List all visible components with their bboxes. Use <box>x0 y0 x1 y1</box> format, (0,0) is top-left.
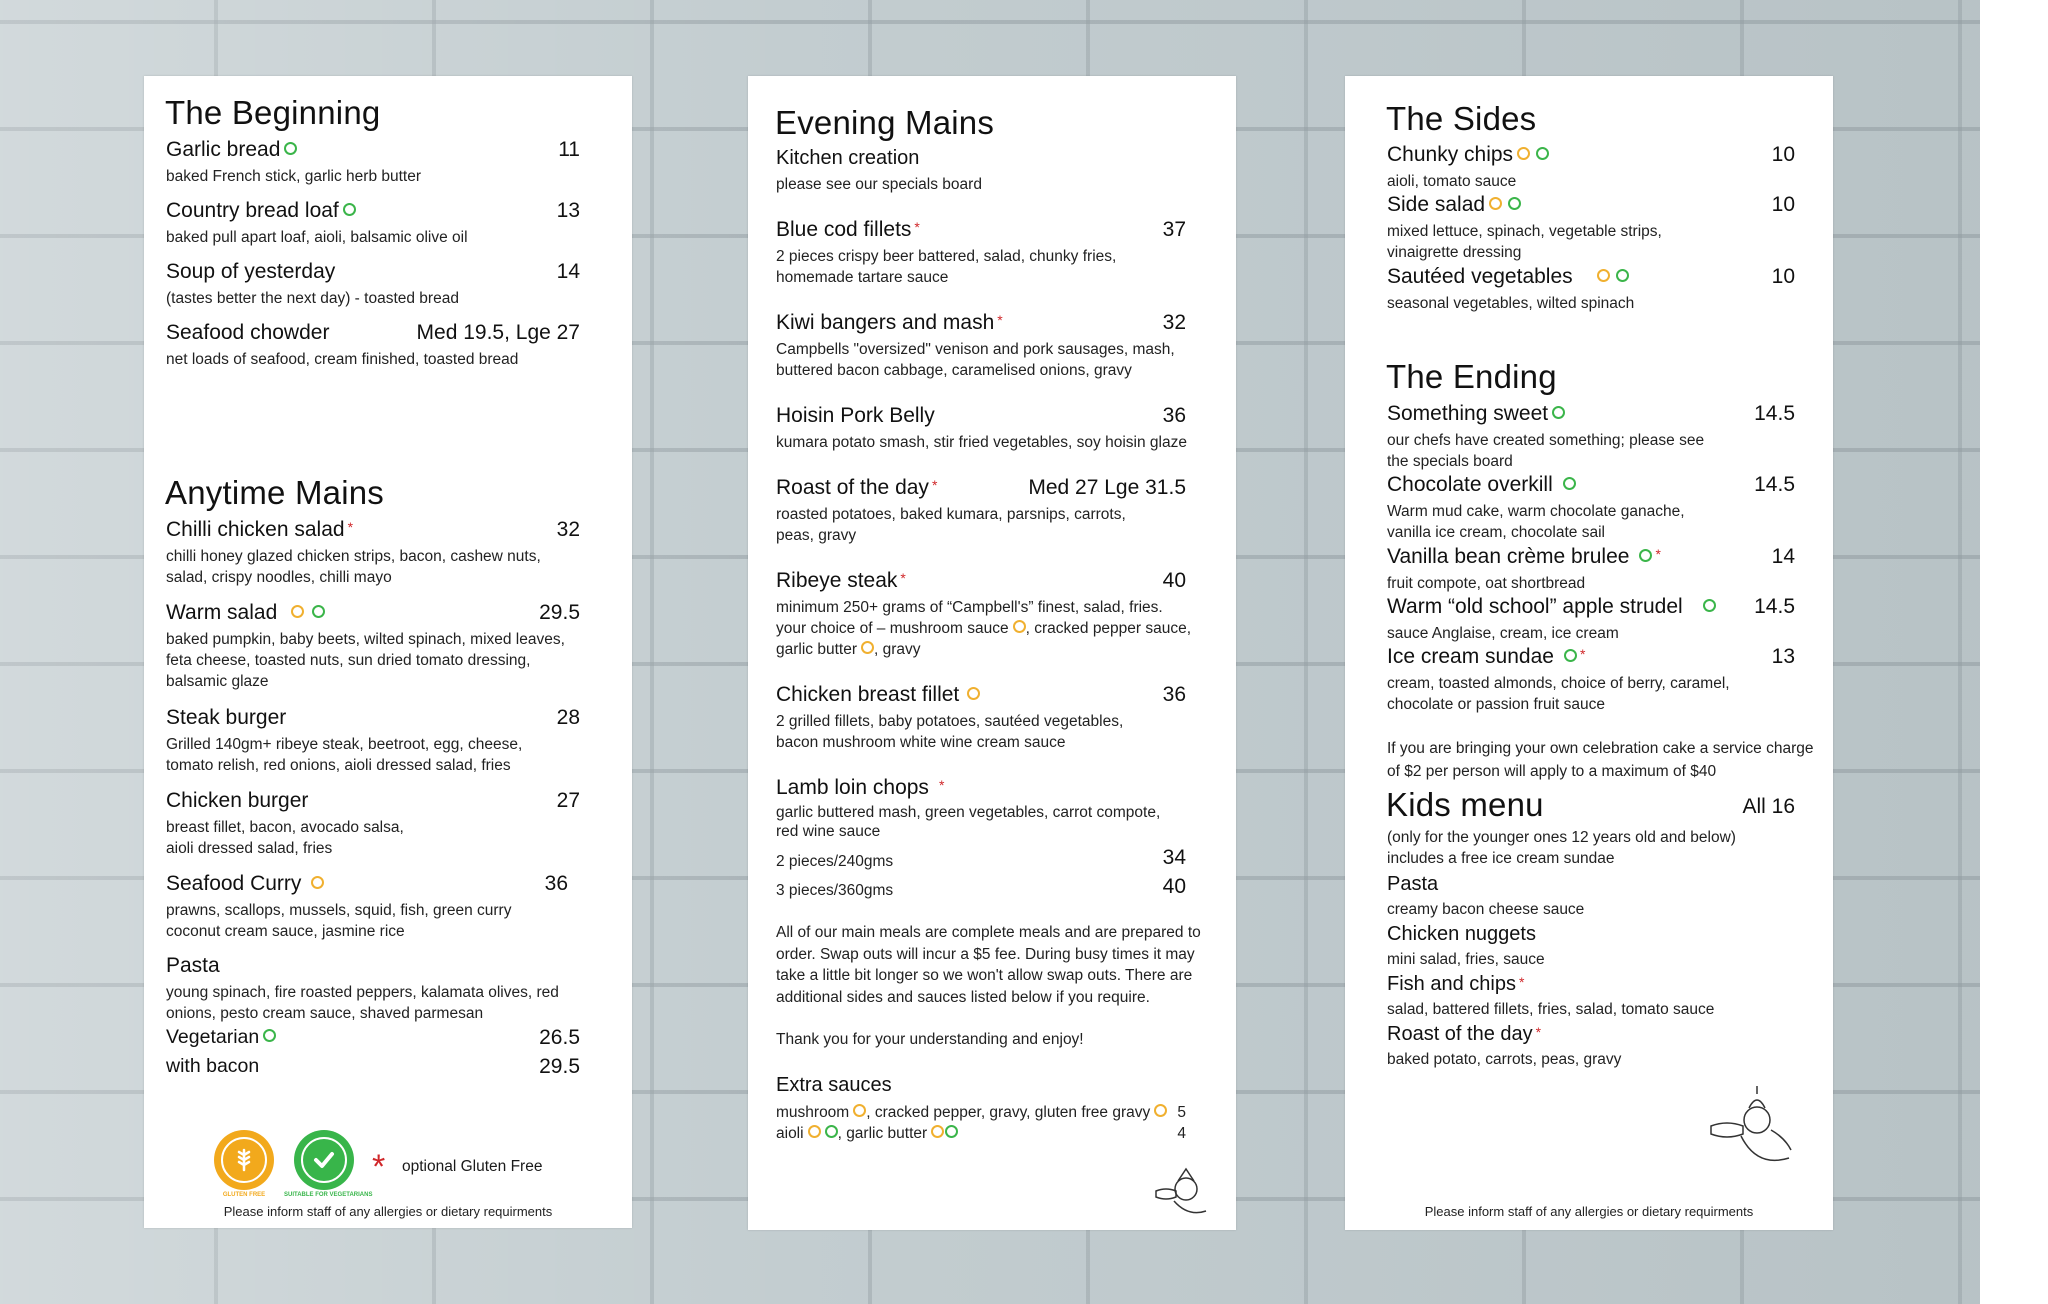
lamb-option-price: 34 <box>1162 846 1186 869</box>
menu-item-name: Hoisin Pork Belly <box>776 404 935 427</box>
gluten-free-icon <box>808 1125 821 1138</box>
menu-item-name: Garlic bread <box>166 138 297 162</box>
menu-item-name: Kiwi bangers and mash * <box>776 311 1003 334</box>
menu-item-name: Chicken breast fillet <box>776 683 980 707</box>
menu-item-name: Side salad <box>1387 193 1521 217</box>
menu-item-price: 36 <box>1162 683 1186 706</box>
optional-gluten-free-asterisk: * <box>372 1148 386 1186</box>
gluten-free-optional-asterisk: * <box>931 477 938 493</box>
menu-item-desc: sauce Anglaise, cream, ice cream <box>1387 625 1619 642</box>
menu-item-name: Warm salad <box>166 601 325 625</box>
gluten-free-optional-asterisk: * <box>1535 1024 1542 1040</box>
menu-item-desc: Campbells "oversized" venison and pork sausages, mash, buttered bacon cabbage, caramelised onions, gravy <box>776 341 1175 379</box>
gluten-free-optional-asterisk: * <box>997 312 1003 328</box>
extra-sauces-line: aioli , garlic butter <box>776 1123 958 1144</box>
menu-item-name: Warm “old school” apple strudel <box>1387 595 1716 619</box>
menu-item-price: 36 <box>544 872 568 895</box>
menu-item-price: 40 <box>1162 569 1186 592</box>
vegetarian-icon <box>1639 549 1652 562</box>
kids-item-name: Chicken nuggets <box>1387 923 1536 945</box>
menu-item-name: Blue cod fillets * <box>776 218 920 241</box>
kids-item-desc: baked potato, carrots, peas, gravy <box>1387 1051 1622 1068</box>
pasta-option-name: with bacon <box>166 1055 260 1077</box>
kids-item-desc: mini salad, fries, sauce <box>1387 951 1545 968</box>
menu-item-desc: our chefs have created something; please see the specials board <box>1387 432 1705 470</box>
section-title-ending: The Ending <box>1386 358 1557 395</box>
allergy-footer: Please inform staff of any allergies or dietary requirments <box>223 1204 553 1219</box>
gluten-free-optional-asterisk: * <box>914 219 920 235</box>
vegetarian-badge-label: SUITABLE FOR VEGETARIANS <box>284 1192 373 1198</box>
menu-item-desc: Warm mud cake, warm chocolate ganache, vanilla ice cream, chocolate sail <box>1387 503 1685 541</box>
menu-item-desc: mixed lettuce, spinach, vegetable strips, vinaigrette dressing <box>1387 223 1662 261</box>
menu-item-price: 14 <box>1771 545 1795 568</box>
lamb-option-price: 40 <box>1162 875 1186 898</box>
gluten-free-optional-asterisk: * <box>1579 646 1586 662</box>
gluten-free-icon <box>931 1125 944 1138</box>
menu-item-name: Chicken burger <box>166 789 309 812</box>
menu-item-desc: garlic buttered mash, green vegetables, carrot compote, red wine sauce <box>776 804 1161 840</box>
menu-item-price: Med 27 Lge 31.5 <box>1028 476 1186 499</box>
vegetarian-icon <box>1508 197 1521 210</box>
gluten-free-optional-asterisk: * <box>1518 974 1525 990</box>
wheat-icon <box>221 1137 267 1183</box>
menu-item-desc: 2 pieces crispy beer battered, salad, chunky fries, homemade tartare sauce <box>776 248 1117 286</box>
menu-item-desc: baked French stick, garlic herb butter <box>166 168 422 185</box>
menu-item-price: 14.5 <box>1754 402 1795 425</box>
menu-item-desc: Grilled 140gm+ ribeye steak, beetroot, egg, cheese, tomato relish, red onions, aioli dressed salad, fries <box>166 736 523 774</box>
menu-item-price: 13 <box>1771 645 1795 668</box>
menu-item-price: 27 <box>556 789 580 812</box>
menu-item-desc: baked pumpkin, baby beets, wilted spinach, mixed leaves, feta cheese, toasted nuts, sun dried tomato dressing, balsamic glaze <box>166 631 565 690</box>
menu-item-name: Something sweet <box>1387 402 1565 426</box>
menu-item-name: Ice cream sundae * <box>1387 645 1586 668</box>
menu-item-name: Chilli chicken salad * <box>166 518 354 541</box>
menu-panel-left <box>144 76 632 1228</box>
bugler-mascot-icon <box>1148 1161 1218 1221</box>
menu-item-desc: young spinach, fire roasted peppers, kalamata olives, red onions, pesto cream sauce, shaved parmesan <box>166 984 559 1022</box>
kitchen-creation-desc: please see our specials board <box>776 176 982 193</box>
menu-item-price: 32 <box>1162 311 1186 334</box>
vegetarian-icon <box>1616 269 1629 282</box>
gluten-free-icon <box>1597 269 1610 282</box>
lamb-option-name: 3 pieces/360gms <box>776 882 894 899</box>
gluten-free-badge-label: GLUTEN FREE <box>222 1192 266 1198</box>
menu-item-name: Seafood chowder <box>166 321 330 344</box>
kitchen-creation-title: Kitchen creation <box>776 147 920 169</box>
kids-item-name: Roast of the day * <box>1387 1023 1542 1045</box>
vegetarian-icon <box>1564 649 1577 662</box>
menu-item-desc: breast fillet, bacon, avocado salsa, aioli dressed salad, fries <box>166 819 404 857</box>
menu-item-name: Lamb loin chops * <box>776 776 945 799</box>
menu-item-desc: garlic butter , gravy <box>776 641 921 658</box>
checkmark-icon <box>301 1137 347 1183</box>
vegetarian-icon <box>312 605 325 618</box>
menu-item-name: Soup of yesterday <box>166 260 336 283</box>
gluten-free-icon <box>1154 1104 1167 1117</box>
menu-item-desc: 2 grilled fillets, baby potatoes, sautéed vegetables, bacon mushroom white wine cream sauce <box>776 713 1124 751</box>
extra-sauces-line: mushroom , cracked pepper, gravy, gluten free gravy <box>776 1102 1167 1123</box>
vegetarian-badge <box>294 1130 354 1190</box>
menu-item-name: Seafood Curry <box>166 872 324 896</box>
kids-item-desc: salad, battered fillets, fries, salad, tomato sauce <box>1387 1001 1715 1018</box>
menu-item-name: Ribeye steak * <box>776 569 906 592</box>
menu-item-price: 10 <box>1771 193 1795 216</box>
extra-sauces-title: Extra sauces <box>776 1074 892 1096</box>
bugler-mascot-icon <box>1705 1086 1805 1176</box>
menu-item-price: Med 19.5, Lge 27 <box>416 321 580 344</box>
menu-item-price: 10 <box>1771 143 1795 166</box>
gluten-free-optional-asterisk: * <box>347 519 354 535</box>
vegetarian-icon <box>1703 599 1716 612</box>
gluten-free-icon <box>1013 620 1026 633</box>
menu-item-name: Sautéed vegetables <box>1387 265 1629 289</box>
menu-item-price: 29.5 <box>539 601 580 624</box>
menu-item-desc: chilli honey glazed chicken strips, bacon, cashew nuts, salad, crispy noodles, chilli mayo <box>166 548 541 586</box>
gluten-free-icon <box>1517 147 1530 160</box>
gluten-free-icon <box>853 1104 866 1117</box>
menu-item-price: 37 <box>1162 218 1186 241</box>
menu-item-desc: baked pull apart loaf, aioli, balsamic olive oil <box>166 229 468 246</box>
menu-item-name: Chunky chips <box>1387 143 1549 167</box>
menu-item-name: Country bread loaf <box>166 199 356 223</box>
menu-item-price: 14.5 <box>1754 473 1795 496</box>
gluten-free-optional-asterisk: * <box>900 570 906 586</box>
menu-item-desc: seasonal vegetables, wilted spinach <box>1387 295 1635 312</box>
gluten-free-optional-asterisk: * <box>938 777 945 793</box>
extra-sauces-price: 4 <box>1177 1125 1186 1142</box>
vegetarian-icon <box>1552 406 1565 419</box>
menu-item-name: Pasta <box>166 954 220 977</box>
gluten-free-optional-asterisk: * <box>1655 546 1661 562</box>
menu-panel-right <box>1345 76 1833 1230</box>
section-title-anytime-mains: Anytime Mains <box>165 474 385 511</box>
section-title-beginning: The Beginning <box>165 94 381 131</box>
section-title-sides: The Sides <box>1386 100 1537 137</box>
menu-item-price: 14 <box>556 260 580 283</box>
legend-text: optional Gluten Free <box>402 1158 543 1175</box>
thanks-note: Thank you for your understanding and enjoy! <box>776 1031 1084 1048</box>
vegetarian-icon <box>343 203 356 216</box>
menu-item-name: Chocolate overkill <box>1387 473 1576 497</box>
menu-item-desc: roasted potatoes, baked kumara, parsnips, carrots, peas, gravy <box>776 506 1126 544</box>
menu-item-price: 32 <box>556 518 580 541</box>
gluten-free-icon <box>861 641 874 654</box>
menu-item-price: 13 <box>556 199 580 222</box>
menu-item-desc: fruit compote, oat shortbread <box>1387 575 1586 592</box>
menu-item-desc: your choice of – mushroom sauce , cracked pepper sauce, <box>776 620 1192 637</box>
vegetarian-icon <box>1563 477 1576 490</box>
menu-item-name: Steak burger <box>166 706 287 729</box>
section-title-evening-mains: Evening Mains <box>775 104 995 141</box>
pasta-option-name: Vegetarian <box>166 1026 276 1049</box>
menu-item-desc: aioli, tomato sauce <box>1387 173 1517 190</box>
allergy-footer: Please inform staff of any allergies or dietary requirments <box>1424 1204 1754 1219</box>
menu-item-price: 28 <box>556 706 580 729</box>
menu-item-desc: (tastes better the next day) - toasted bread <box>166 290 459 307</box>
vegetarian-icon <box>263 1029 276 1042</box>
lamb-option-name: 2 pieces/240gms <box>776 853 894 870</box>
menu-item-price: 14.5 <box>1754 595 1795 618</box>
menu-item-name: Roast of the day * <box>776 476 938 499</box>
kids-menu-note: (only for the younger ones 12 years old and below) includes a free ice cream sundae <box>1387 829 1736 867</box>
menu-item-name: Vanilla bean crème brulee * <box>1387 545 1661 568</box>
menu-item-desc: kumara potato smash, stir fried vegetables, soy hoisin glaze <box>776 434 1187 451</box>
gluten-free-icon <box>1489 197 1502 210</box>
pasta-option-price: 29.5 <box>539 1055 580 1078</box>
pasta-option-price: 26.5 <box>539 1026 580 1049</box>
menu-item-price: 36 <box>1162 404 1186 427</box>
menu-item-desc: cream, toasted almonds, choice of berry, caramel, chocolate or passion fruit sauce <box>1387 675 1730 713</box>
extra-sauces-price: 5 <box>1177 1104 1186 1121</box>
page-margin <box>1980 0 2048 1304</box>
gluten-free-badge <box>214 1130 274 1190</box>
vegetarian-icon <box>945 1125 958 1138</box>
gluten-free-icon <box>291 605 304 618</box>
section-title-kids-menu: Kids menu <box>1386 786 1544 823</box>
gluten-free-icon <box>967 687 980 700</box>
kids-item-desc: creamy bacon cheese sauce <box>1387 901 1585 918</box>
kids-item-name: Fish and chips * <box>1387 973 1525 995</box>
vegetarian-icon <box>284 142 297 155</box>
menu-panel-middle <box>748 76 1236 1230</box>
menu-item-price: 11 <box>558 138 580 161</box>
gluten-free-icon <box>311 876 324 889</box>
kids-menu-price: All 16 <box>1742 795 1795 818</box>
meals-note: All of our main meals are complete meals and are prepared to order. Swap outs will incur a $5 fee. During busy times it may take a little bit longer so we won't allow swap outs. There are additional sides and sauces listed below if you require. <box>776 924 1201 1006</box>
kids-item-name: Pasta <box>1387 873 1439 895</box>
vegetarian-icon <box>1536 147 1549 160</box>
vegetarian-icon <box>825 1125 838 1138</box>
menu-item-desc: prawns, scallops, mussels, squid, fish, green curry coconut cream sauce, jasmine rice <box>166 902 512 940</box>
menu-item-desc: minimum 250+ grams of “Campbell's” finest, salad, fries. <box>776 599 1163 616</box>
menu-item-price: 10 <box>1771 265 1795 288</box>
cake-note: If you are bringing your own celebration cake a service charge of $2 per person will apply to a maximum of $40 <box>1387 740 1814 780</box>
menu-item-desc: net loads of seafood, cream finished, toasted bread <box>166 351 519 368</box>
